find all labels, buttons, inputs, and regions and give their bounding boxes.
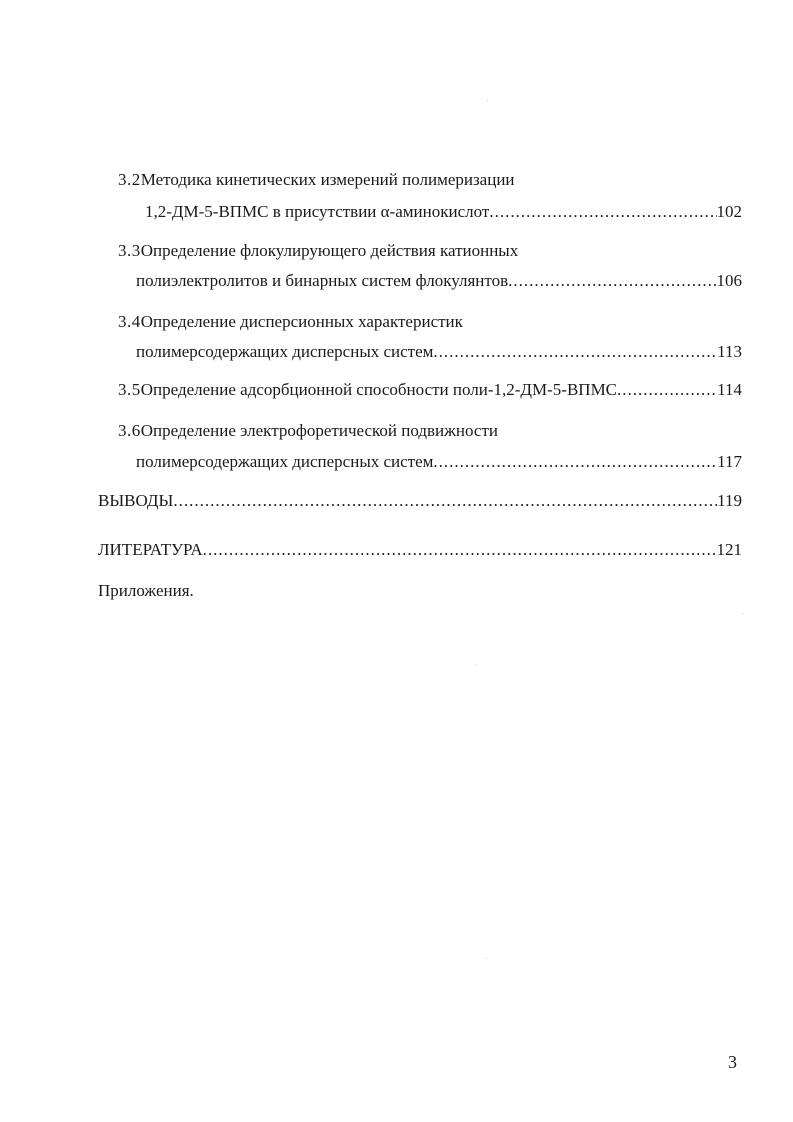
dot-leader: [203, 540, 717, 560]
toc-entry-title: Приложения.: [98, 581, 194, 600]
toc-entry-heading: [118, 380, 617, 400]
toc-entry-number: 3.4: [118, 312, 141, 331]
toc-entry-title: Методика кинетических измерений полимеризации: [140, 170, 515, 189]
toc-entry-title: Определение дисперсионных характеристик: [140, 312, 463, 331]
scan-speck: [742, 613, 743, 614]
dot-leader: [617, 380, 717, 400]
toc-entry-number: 3.2: [118, 170, 141, 189]
toc-page-number: 113: [717, 342, 742, 361]
toc-entry-3-2-leader: [145, 202, 742, 222]
toc-page-number: 119: [717, 491, 742, 510]
toc-entry-number: 3.3: [118, 241, 141, 260]
toc-entry-continuation: полиэлектролитов и бинарных систем флокулянтов: [136, 271, 509, 290]
toc-entry-3-6-heading: [118, 421, 498, 441]
toc-entry-conclusions: [98, 491, 742, 511]
toc-entry-continuation: полимерсодержащих дисперсных систем: [136, 342, 434, 361]
toc-entry-appendix: [98, 581, 194, 601]
dot-leader: [433, 452, 717, 472]
toc-entry-continuation: 1,2-ДМ-5-ВПМС в присутствии α-аминокислот: [145, 202, 490, 221]
toc-page-number: 106: [716, 271, 742, 290]
toc-entry-3-2-heading: [118, 170, 515, 190]
dot-leader: [433, 342, 717, 362]
toc-entry-number: 3.6: [118, 421, 141, 440]
toc-entry-3-6-leader: [136, 452, 742, 472]
toc-page-number: 102: [716, 202, 742, 221]
toc-entry-title: Определение адсорбционной способности поли-1,2-ДМ-5-ВПМС: [140, 380, 618, 399]
dot-leader: [173, 491, 717, 511]
toc-page-number: 121: [716, 540, 742, 559]
toc-entry-literature: [98, 540, 742, 560]
toc-entry-title: Определение флокулирующего действия катионных: [140, 241, 519, 260]
toc-entry-title: ВЫВОДЫ: [98, 491, 174, 510]
toc-entry-number: 3.5: [118, 380, 141, 399]
toc-entry-continuation: полимерсодержащих дисперсных систем: [136, 452, 434, 471]
scan-speck: [487, 100, 488, 101]
scan-speck: [486, 958, 487, 959]
toc-entry-3-4-leader: [136, 342, 742, 362]
toc-entry-3-4-heading: [118, 312, 463, 332]
scan-speck: [476, 664, 477, 665]
toc-entry-title: ЛИТЕРАТУРА: [98, 540, 203, 559]
toc-page-number: 117: [717, 452, 742, 471]
dot-leader: [489, 202, 716, 222]
dot-leader: [508, 271, 716, 291]
page-number: 3: [728, 1052, 737, 1072]
toc-page-number: 114: [717, 380, 742, 399]
toc-entry-title: Определение электрофоретической подвижности: [140, 421, 498, 440]
toc-entry-3-5: [118, 380, 742, 400]
toc-entry-3-3-heading: [118, 241, 518, 261]
toc-entry-3-3-leader: [136, 271, 742, 291]
